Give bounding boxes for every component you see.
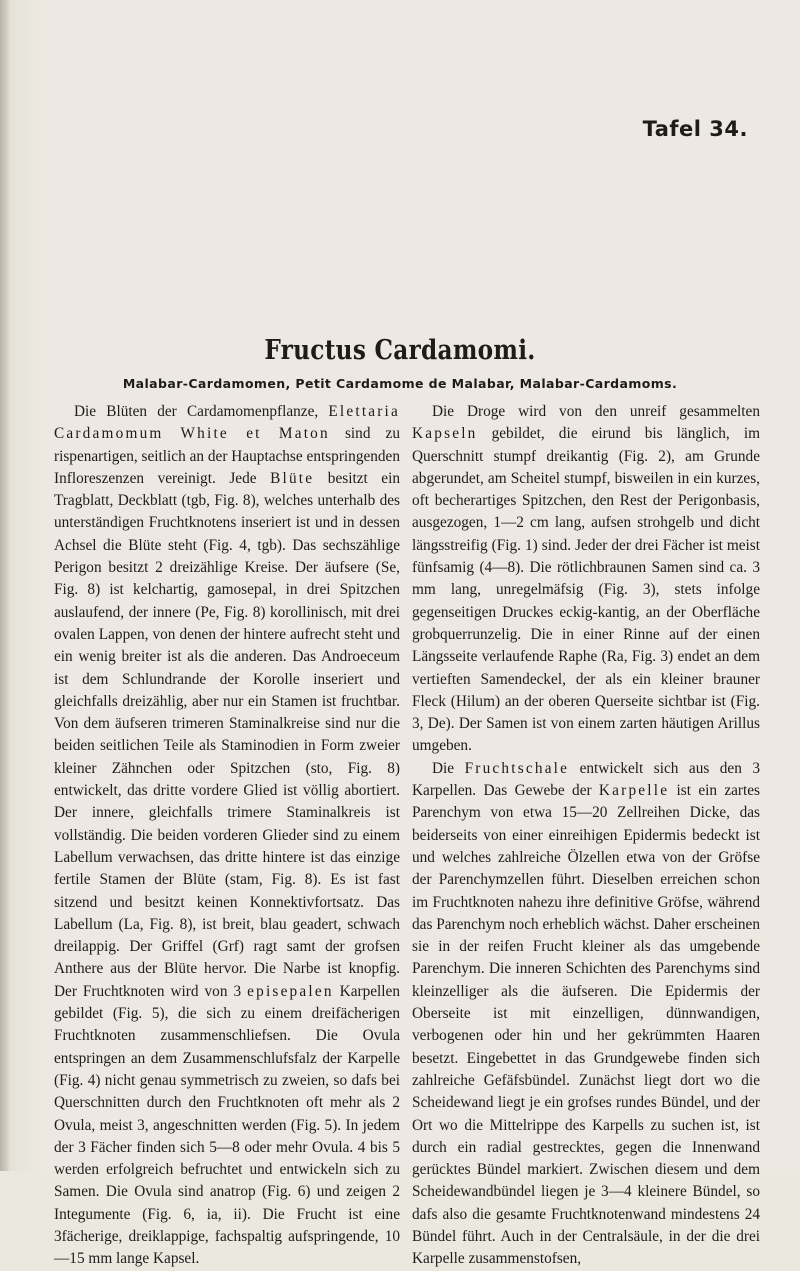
right-paragraph-1: Die Droge wird von den unreif gesammelten Kapseln gebildet, die eirund bis länglich, im Querschnitt stumpf dreikantig (Fig. 2), am Grunde abgerundet, am Scheitel stumpf, bisweilen in ein kurzes, oft becherartiges Spitzchen, den Rest der Perigonbasis, ausgezogen, 1—2 cm lang, aufsen strohgelb und dicht längsstreifig (Fig. 1) sind. Jeder der drei Fächer ist meist fünfsamig (4—8). Die rötlichbraunen Samen sind ca. 3 mm lang, unregelmäfsig (Fig. 3), stets infolge gegenseitigen Druckes eckig-kantig, an der Oberfläche grobquerrunzelig. Die in einer Rinne auf der einen Längsseite verlaufende Raphe (Ra, Fig. 3) endet an dem vertieften Samendeckel, der als ein kleiner brauner Fleck (Hilum) an der oberen Querseite sichtbar ist (Fig. 3, De). Der Samen ist von einem zarten häutigen Arillus umgeben. [412, 403, 760, 755]
right-paragraph-2: Die Fruchtschale entwickelt sich aus den 3 Karpellen. Das Gewebe der Karpelle ist ein zartes Parenchym von etwa 15—20 Zellreihen Dicke, das beiderseits von einer einreihigen Epidermis bedeckt ist und welches zahlreiche Ölzellen etwa von der Gröfse der Parenchymzellen führt. Dieselben erreichen schon im Fruchtknoten nahezu ihre definitive Gröfse, während das Parenchym noch erheblich wächst. Daher erscheinen sie in der reifen Frucht kleiner als das umgebende Parenchym. Die inneren Schichten des Parenchyms sind kleinzelliger als die äufseren. Die Epidermis der Oberseite ist mit einzelligen, dünnwandigen, verbogenen oder hin und her gekrümmten Haaren besetzt. Eingebettet in das Grundgewebe finden sich zahlreiche Gefäfsbündel. Zunächst liegt dort wo die Scheidewand liegt je ein grofses rundes Bündel, und der Ort wo die Mittelrippe des Karpells zu suchen ist, ist durch ein radial gestrecktes, gegen die Innenwand gerücktes Bündel markiert. Zwischen diesem und dem Scheidewandbündel liegen je 3—4 kleinere Bündel, so dafs also die gesamte Fruchtknotenwand mindestens 24 Bündel führt. Auch in der Centralsäule, in der die drei Karpelle zusammenstofsen, [412, 759, 761, 1268]
page-title: Fructus Cardamomi. [264, 335, 536, 366]
left-column [54, 401, 400, 1271]
term-kapseln: Kapseln [412, 425, 478, 443]
plate-number: Tafel 34. [642, 117, 748, 141]
spine-shadow [0, 0, 10, 1171]
term-karpelle: Karpelle [598, 782, 670, 800]
term-bluete: Blüte [270, 469, 315, 487]
species-name: Elettaria Cardamomum White et Maton [54, 403, 400, 443]
left-paragraph-1: Die Blüten der Cardamomenpflanze, Elettaria Cardamomum White et Maton sind zu rispenartigen, seitlich an der Hauptachse entspringenden Infloreszenzen vereinigt. Jede Blüte besitzt ein Tragblatt, Deckblatt (tgb, Fig. 8), welches unterhalb des unterständigen Fruchtknotens inseriert ist und in dessen Achsel die Blüte steht (Fig. 4, tgb). Das sechszählige Perigon besitzt 2 dreizählige Kreise. Der äufsere (Se, Fig. 8) ist kelchartig, gamosepal, in drei Spitzchen auslaufend, der innere (Pe, Fig. 8) korollinisch, mit drei ovalen Lappen, von denen der hintere aufrecht steht und ein wenig breiter ist als die anderen. Das Androeceum ist dem Schlundrande der Korolle inseriert und gleichfalls dreizählig, aber nur ein Stamen ist fruchtbar. Von dem äufseren trimeren Staminalkreise sind nur die beiden seitlichen Teile als Staminodien in Form zweier kleiner Zähnchen oder Spitzchen (sto, Fig. 8) entwickelt, das dritte vordere Glied ist völlig abortiert. Der innere, gleichfalls trimere Staminalkreis ist vollständig. Die beiden vorderen Glieder sind zu einem Labellum verwachsen, das dritte hintere ist das einzige fertile Stamen der Blüte (stam, Fig. 8). Es ist fast sitzend und besitzt keinen Konnektivfortsatz. Das Labellum (La, Fig. 8), ist breit, blau geadert, schwach dreilappig. Der Griffel (Grf) ragt samt der grofsen Anthere aus der Blüte hervor. Die Narbe ist knopfig. Der Fruchtknoten wird von 3 episepalen Karpellen gebildet (Fig. 5), die sich zu einem dreifächerigen Fruchtknoten zusammenschliefsen. Die Ovula entspringen an dem Zusammenschlufsfalz der Karpelle (Fig. 4) nicht genau symmetrisch zu zweien, so dafs bei Querschnitten durch den Fruchtknoten oft mehr als 2 Ovula, meist 3, angeschnitten werden (Fig. 5). In jedem der 3 Fächer finden sich 5—8 oder mehr Ovula. 4 bis 5 werden erfolgreich befruchtet und entwickeln sich zu Samen. Die Ovula sind anatrop (Fig. 6) und zeigen 2 Integumente (Fig. 6, ia, ii). Die Frucht ist eine 3fächerige, dreiklappige, fachspaltig aufspringende, 10—15 mm lange Kapsel. [54, 403, 400, 1268]
term-fruchtschale: Fruchtschale [464, 759, 570, 777]
page-subtitle: Malabar-Cardamomen, Petit Cardamome de Malabar, Malabar-Cardamoms. [122, 376, 678, 391]
right-column [412, 401, 760, 1271]
term-episepalen: episepalen [247, 982, 334, 1000]
